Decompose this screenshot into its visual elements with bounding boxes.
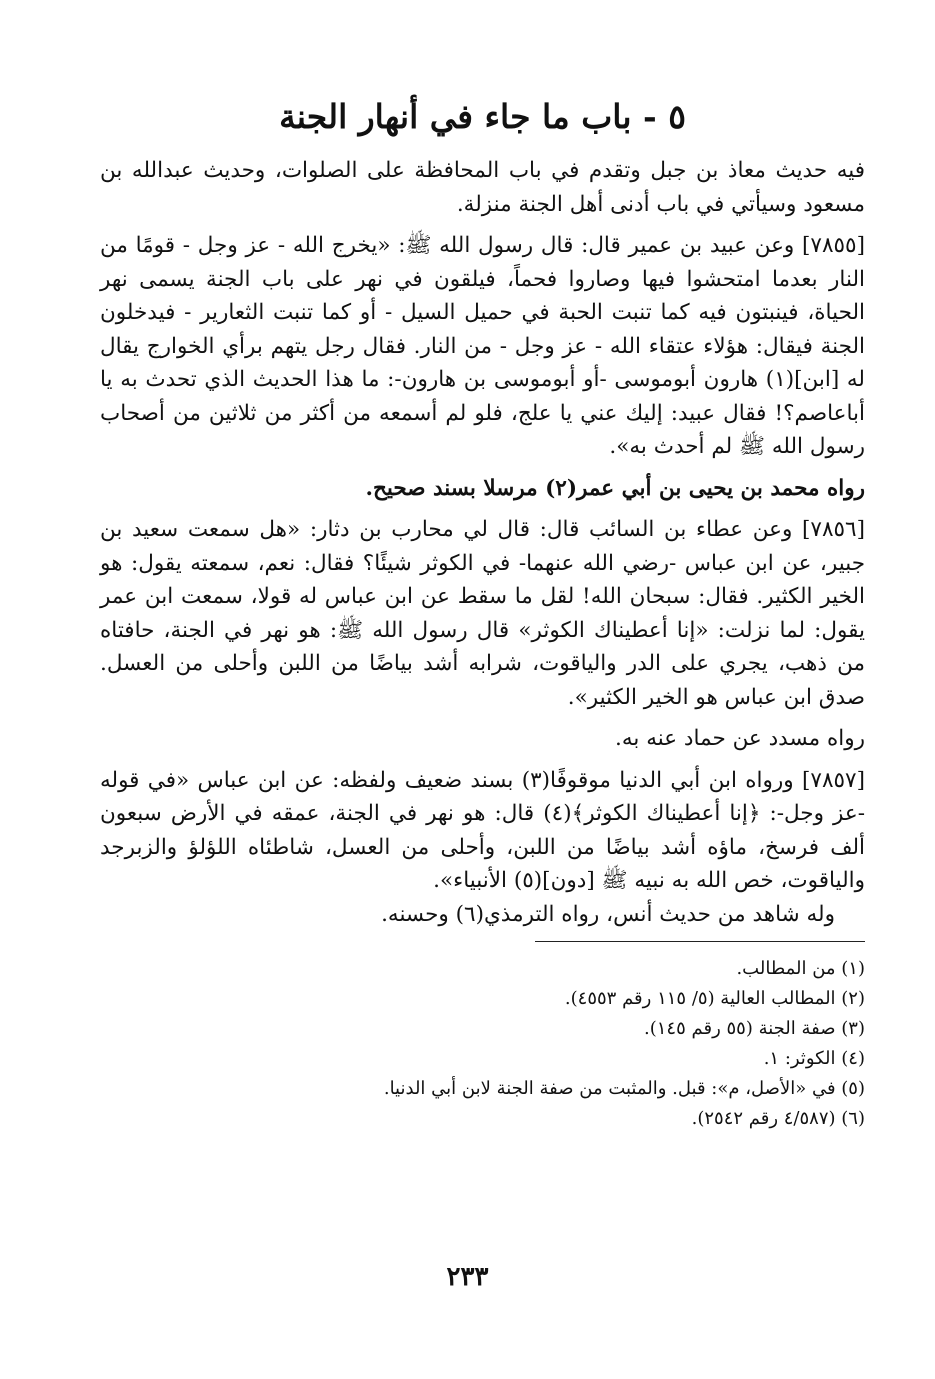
footnotes — [100, 954, 865, 1134]
footnote-item: (٦) (٤/٥٨٧ رقم ٢٥٤٢). — [691, 1108, 865, 1129]
paragraph-riwaya-1: رواه محمد بن يحيى بن أبي عمر(٢) مرسلا بسند صحيح. — [365, 475, 865, 501]
footnote-item: (٣) صفة الجنة (٥٥ رقم ١٤٥). — [644, 1018, 865, 1039]
paragraph-hadith-7857: [٧٨٥٧] ورواه ابن أبي الدنيا موقوفًا(٣) بسند ضعيف ولفظه: عن ابن عباس «في قوله -عز وجل-: ﴿إنا أعطيناك الكوثر﴾(٤) قال: هو نهر في الجنة، عمقه في الأرض سبعون ألف فرسخ، ماؤه أشد بياضًا من اللبن، وأحلى من العسل، شاطئاه اللؤلؤ والزبرجد والياقوت، خص الله به نبيه ﷺ [دون](٥) الأنبياء». — [100, 767, 865, 893]
footnote-item: (٤) الكوثر: ١. — [763, 1048, 865, 1069]
body-text — [100, 154, 865, 931]
paragraph-intro: فيه حديث معاذ بن جبل وتقدم في باب المحافظة على الصلوات، وحديث عبدالله بن مسعود وسيأتي في باب أدنى أهل الجنة منزلة. — [100, 158, 865, 217]
page-number: ٢٣٣ — [446, 1262, 489, 1292]
chapter-title: ٥ - باب ما جاء في أنهار الجنة — [279, 97, 686, 136]
footnote-item: (٢) المطالب العالية (٥/ ١١٥ رقم ٤٥٥٣). — [564, 988, 865, 1009]
paragraph-shahid: وله شاهد من حديث أنس، رواه الترمذي(٦) وحسنه. — [381, 901, 835, 927]
footnote-item: (١) من المطالب. — [736, 958, 865, 979]
footnote-item: (٥) في «الأصل، م»: قبل. والمثبت من صفة الجنة لابن أبي الدنيا. — [383, 1078, 865, 1099]
paragraph-riwaya-2: رواه مسدد عن حماد عنه به. — [615, 726, 865, 751]
paragraph-hadith-7855: [٧٨٥٥] وعن عبيد بن عمير قال: قال رسول الله ﷺ: «يخرج الله - عز وجل - قومًا من النار بعدما امتحشوا فيها وصاروا فحماً، فيلقون في نهر على باب الجنة يسمى نهر الحياة، فينبتون فيه كما تنبت الحبة في حميل السيل - أو كما تنبت الثعارير - فيدخلون الجنة فيقال: هؤلاء عتقاء الله - عز وجل - من النار. فقال رجل يتهم برأي الخوارج يقال له [ابن](١) هارون أبوموسى -أو أبوموسى بن هارون-: ما هذا الحديث الذي تحدث به يا أباعاصم؟! فقال عبيد: إليك عني يا علج، فلو لم أسمعه من أكثر من ثلاثين من أصحاب رسول الله ﷺ لم أحدث به». — [100, 233, 865, 459]
paragraph-hadith-7856: [٧٨٥٦] وعن عطاء بن السائب قال: قال لي محارب بن دثار: «هل سمعت سعيد بن جبير، عن ابن عباس -رضي الله عنهما- في الكوثر شيئًا؟ فقال: نعم، سمعته يقول: هو الخير الكثير. فقال: سبحان الله! لقل ما سقط عن ابن عباس له قولا، سمعت ابن عمر يقول: لما نزلت: «إنا أعطيناك الكوثر» قال رسول الله ﷺ: هو نهر في الجنة، حافتاه من ذهب، يجري على الدر والياقوت، شرابه أشد بياضًا من اللبن وأحلى من العسل. صدق ابن عباس هو الخير الكثير». — [100, 517, 865, 710]
footnote-divider — [535, 941, 865, 942]
